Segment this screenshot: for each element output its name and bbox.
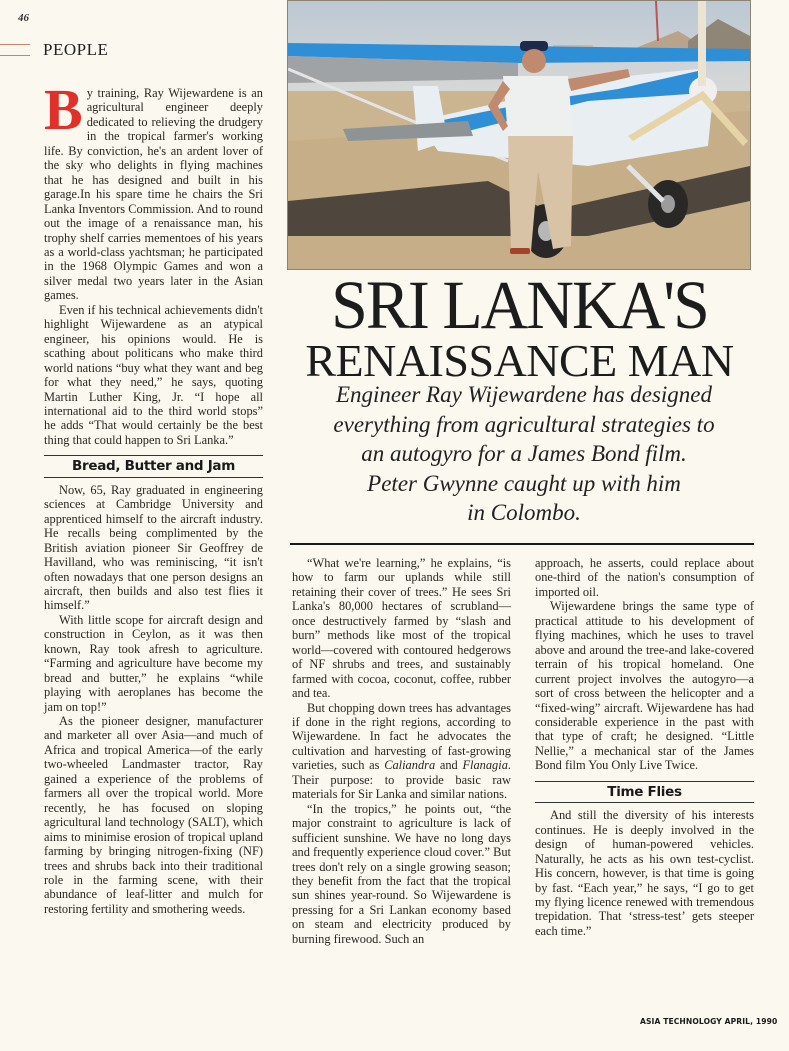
standfirst-line: Peter Gwynne caught up with him (367, 470, 681, 496)
paragraph: Now, 65, Ray graduated in engineering sciences at Cambridge University and apprenticed himself to the aircraft industry. He recalls being complimented by the British aviation pioneer Sir Geoffrey de Havilland, who was reminiscing, “it isn't often nowadays that one person designs an aircraft, then builds and also test flies it himself.” (44, 482, 263, 613)
paragraph: With little scope for aircraft design and construction in Ceylon, as it was then known, Ray took afresh to agriculture. “Farming and agriculture have become my bread and butter,” he explains “while playing with aeroplanes has become the jam on top!” (44, 612, 263, 714)
footer-credit: ASIA TECHNOLOGY APRIL, 1990 (640, 1017, 778, 1026)
standfirst-line: Engineer Ray Wijewardene has designed (335, 382, 712, 407)
page-number: 46 (18, 12, 29, 24)
standfirst-line: in Colombo. (467, 500, 581, 525)
article-column-2 (292, 556, 511, 946)
headline-line-1: SRI LANKA'S (331, 267, 708, 344)
section-rule-top (0, 44, 30, 45)
headline-line-2: RENAISSANCE MAN (305, 335, 734, 386)
lead-text: y training, Ray Wijewardene is an agricultural engineer deeply dedicated to relieving the drudgery in the tropical farmer's working life. By conviction, he's an ardent lover of the sky who delights in flying machines that he has designed and built in his garage.In his spare time he chairs the Sri Lanka Inventors Commission. And to round out the image of a renaissance man, his trophy shelf carries mementoes of his years as a world-class yachtsman; he participated in the 1968 Olympic Games and won a silver medal two years later in the Asian games. (44, 86, 263, 303)
article-column-1 (44, 77, 263, 916)
drop-cap: B (44, 77, 83, 142)
text-run: and (435, 758, 463, 773)
text-run: But chopping down trees has advantages if done in the right regions, according to Wijewardene. In fact he advocates the cultivation and harvesting of fast-growing varieties, such as (292, 700, 511, 773)
headline-divider (290, 543, 754, 545)
photo-illustration (288, 1, 750, 269)
paragraph: “What we're learning,” he explains, “is how to farm our uplands while still retaining their cover of trees.” He sees Sri Lanka's 80,000 hectares of scrubland—once destructively farmed by “slash and burn” methods like most of the tropical world—covered with contoured hedgerows of NF shrubs and trees, and sustainably farmed with cocoa, coconut, coffee, rubber and tea. (292, 556, 511, 701)
aircraft-photo (287, 0, 751, 270)
paragraph: Even if his technical achievements didn't highlight Wijewardene as an atypical engineer, his opinions would. He is scathing about politicans who make third world nations “buy what they want and beg for what they need,” he says, quoting Martin Luther King, Jr. “I hope all international aid to the third world stops” he adds “That would certainly be the best thing that could happen to Sri Lanka.” (44, 302, 263, 447)
paragraph: “In the tropics,” he points out, “the major constraint to agriculture is lack of sufficient sunshine. We have no long days and frequently experience cloud cover.” But trees don't rely on a single growing season; they benefit from the fact that the tropical sun shines year-round. So Wijewardene is pressing for a Sri Lankan economy based on steam and electricity produced by burning firewood. Such an (292, 801, 511, 946)
paragraph: As the pioneer designer, manufacturer and marketer all over Asia—and much of Africa and tropical America—of the early two-wheeled Landmaster tractor, Ray gained a experience of the problems of farmers all over the tropical world. More recently, he has focused on sloping agricultural land technology (SALT), which aims to minimise erosion of tropical upland farming by bringing nitrogen-fixing (NF) trees and shrubs back into their traditional role in the farming scene, with their abundance of leaf-litter and mulch for restoring fertility and smothering weeds. (44, 714, 263, 916)
standfirst-line: everything from agricultural strategies to (333, 411, 715, 437)
section-label: PEOPLE (43, 40, 109, 59)
standfirst-line: an autogyro for a James Bond film. (361, 441, 687, 466)
paragraph: approach, he asserts, could replace about one-third of the nation's consumption of imported oil. (535, 556, 754, 599)
lead-paragraph (44, 77, 263, 303)
article-column-3 (535, 556, 754, 938)
paragraph: Wijewardene brings the same type of practical attitude to his development of flying machines, which he uses to travel above and around the tree-and lake-covered terrain of his tropical homeland. One current project involves the autogyro—a sort of cross between the helicopter and a “fixed-wing” aircraft. Wijewardene has had considerable experience in the past with that type of craft; he designed. “Little Nellie,” a mechanical star of the James Bond film You Only Live Twice. (535, 599, 754, 773)
italic-term: Flanagia (462, 758, 508, 773)
paragraph: And still the diversity of his interests continues. He is deeply involved in the design of human-powered vehicles. Naturally, he acts as his own test-cyclist. His concern, however, is that time is going by fast. “Each year,” he says, “I go to get my flying licence renewed with tremendous trepidation. That ‘stress-test’ gets steeper each time.” (535, 808, 754, 938)
section-rule-bottom (0, 55, 30, 56)
italic-term: Caliandra (384, 758, 436, 773)
text-run: . Their purpose: to provide basic raw materials for Sir Lanka and similar nations. (292, 758, 511, 802)
subhead-bread-butter-jam: Bread, Butter and Jam (44, 455, 263, 477)
standfirst (300, 380, 748, 528)
subhead-time-flies: Time Flies (535, 781, 754, 803)
paragraph (292, 701, 511, 802)
